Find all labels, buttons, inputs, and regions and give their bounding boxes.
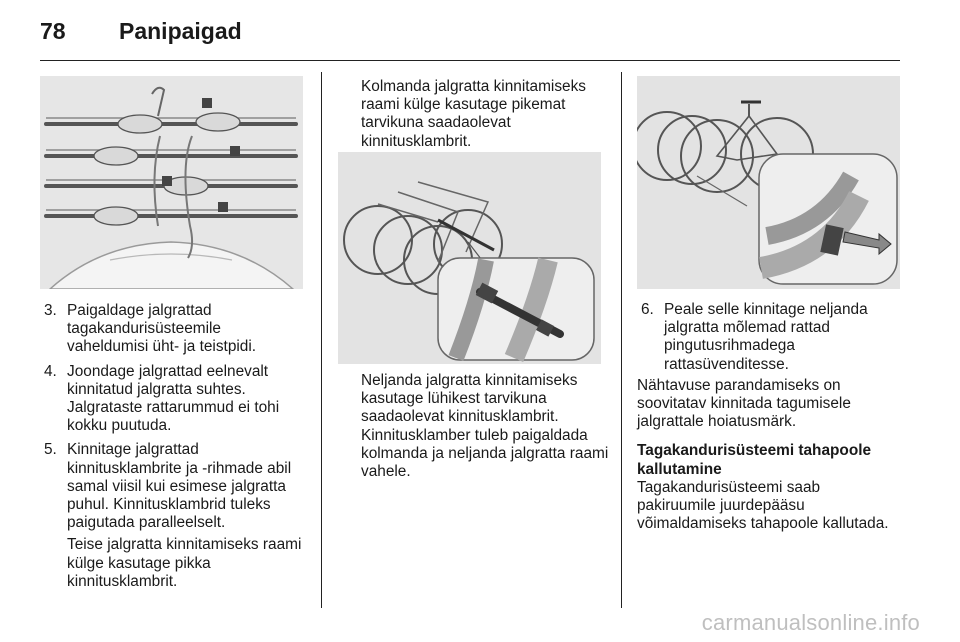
list-item [40,363,306,436]
header-rule [40,60,900,61]
list-text: Joondage jalgrattad eelnevalt kinnitatud jalgratta suhtes. Jalgrataste rattarummud ei tohi kokku puutuda. [67,362,280,435]
list-number: 3. [44,302,57,319]
paragraph: Tagakandurisüsteemi saab pakiruumile juurdepääsu võimaldamiseks tahapoole kallutada. [637,478,889,533]
paragraph: Neljanda jalgratta kinnitamiseks kasutage lühikest tarvikuna saadaolevat kinnitusklambrit. Kinnitusklamber tuleb paigaldada kolmanda ja neljanda jalgratta raami vahele. [361,372,609,481]
list-text: Paigaldage jalgrattad tagakandurisüsteemile vaheldumisi üht- ja teistpidi. [67,302,257,356]
paragraph: Nähtavuse parandamiseks on soovitatav kinnitada tagumisele jalgrattale hoiatusmärk. [637,376,851,431]
column-1-text [40,302,306,591]
paragraph: Kolmanda jalgratta kinnitamiseks raami külge kasutage pikemat tarvikuna saadaolevat kinnitusklambrit. [361,78,586,150]
column-2-top-text [361,78,611,151]
column-3-text [637,301,903,533]
column-divider-1 [321,72,322,608]
page-title: Panipaigad [119,18,242,44]
watermark: carmanualsonline.info [701,610,920,635]
list-number: 5. [44,441,57,459]
list-number: 6. [641,301,654,318]
list-text: Kinnitage jalgrattad kinnitusklambrite ja -rihmade abil samal viisil kui esimese jalgratta puhul. Kinnitusklambrid tuleks paigutada paralleelselt. [67,441,292,532]
paragraph: Teise jalgratta kinnitamiseks raami külge kasutage pikka kinnitusklambrit. [67,536,302,590]
column-2-bottom-text [361,372,611,481]
list-number: 4. [44,362,57,380]
page-number: 78 [40,18,66,44]
figure-third-bike-clamp [338,152,601,364]
list-item [40,302,306,357]
figure-fourth-bike-straps [637,76,900,289]
list-item [637,301,903,374]
section-subheading: Tagakandurisüsteemi tahapoole kallutamine [637,442,872,478]
list-item [40,441,306,532]
column-divider-2 [621,72,622,608]
page-header [40,18,920,58]
list-text: Peale selle kinnitage neljanda jalgratta mõlemad rattad pingutusrihmadega rattasüvenditesse. [664,301,868,373]
figure-bikes-top-view [40,76,303,289]
